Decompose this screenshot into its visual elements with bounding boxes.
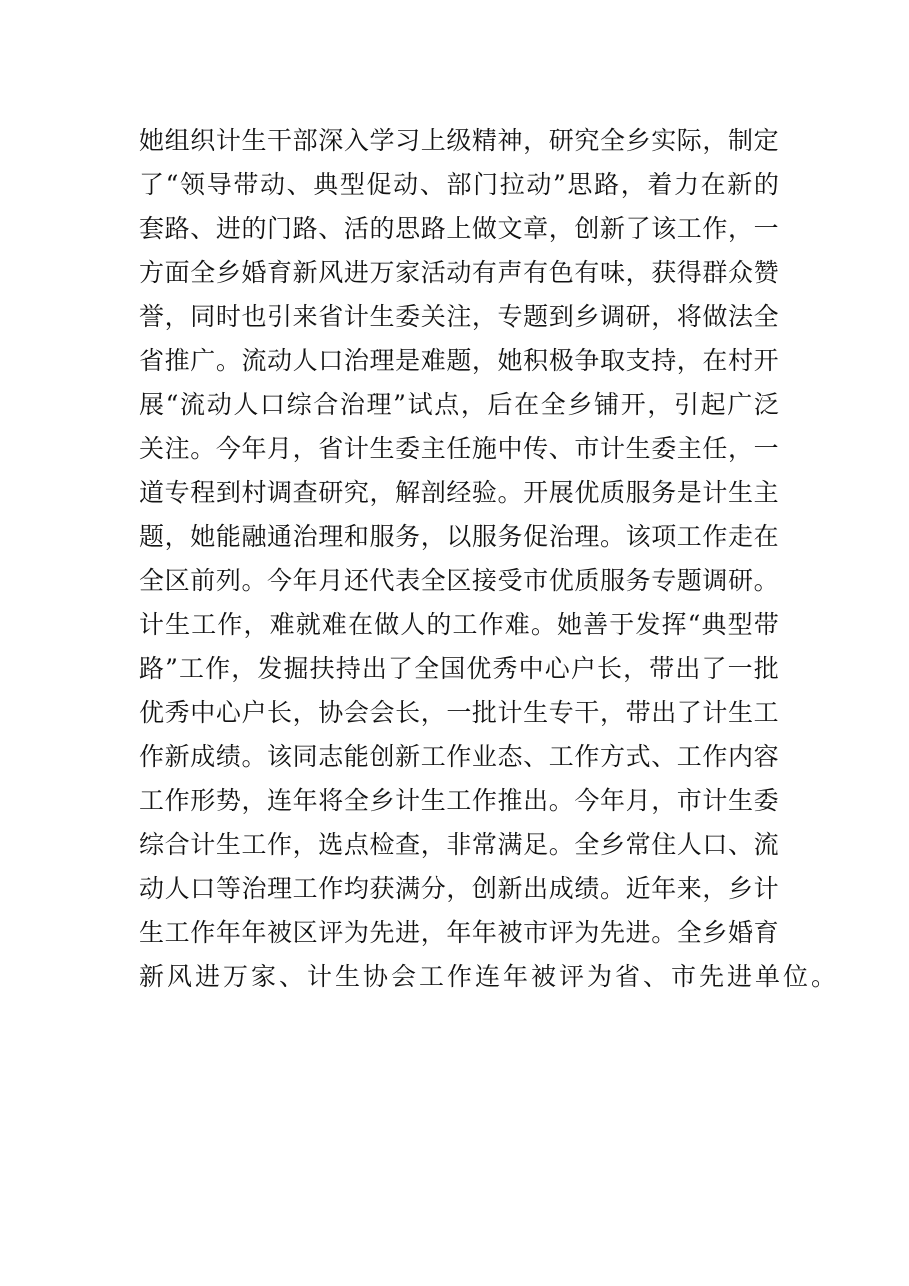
text-line-7: 展 “ 流 动 人 口 综 合 治 理 ” 试 点 ， 后 在 全 乡 铺 开 ， 引 起 广 泛 [139,390,779,419]
text-line-10: 题 ， 她 能 融 通 治 理 和 服 务 ， 以 服 务 促 治 理 。 该 项 工 作 走 在 [139,522,779,551]
text-line-19: 生 工 作 年 年 被 区 评 为 先 进 ， 年 年 被 市 评 为 先 进 。 全 乡 婚 育 [139,918,779,947]
text-line-20: 新风进万家、计生协会工作连年被评为省、市先进单位。 [139,962,840,991]
text-line-8: 关 注 。 今 年 月 ， 省 计 生 委 主 任 施 中 传 、 市 计 生 委 主 任 ， 一 [139,434,779,463]
text-line-5: 誉 ， 同 时 也 引 来 省 计 生 委 关 注 ， 专 题 到 乡 调 研 ， 将 做 法 全 [139,302,779,331]
text-line-11: 全 区 前 列 。 今 年 月 还 代 表 全 区 接 受 市 优 质 服 务 专 题 调 研 。 [139,566,779,595]
text-line-4: 方 面 全 乡 婚 育 新 风 进 万 家 活 动 有 声 有 色 有 味 ， 获 得 群 众 赞 [139,258,779,287]
text-line-15: 作 新 成 绩 。 该 同 志 能 创 新 工 作 业 态 、 工 作 方 式 、 工 作 内 容 [139,742,779,771]
text-line-14: 优 秀 中 心 户 长 ， 协 会 会 长 ， 一 批 计 生 专 干 ， 带 出 了 计 生 工 [139,698,779,727]
text-line-6: 省 推 广 。 流 动 人 口 治 理 是 难 题 ， 她 积 极 争 取 支 持 ， 在 村 开 [139,346,779,375]
text-line-17: 综 合 计 生 工 作 ， 选 点 检 查 ， 非 常 满 足 。 全 乡 常 住 人 口 、 流 [139,830,779,859]
body-text [139,119,840,999]
text-line-2: 了 “ 领 导 带 动 、 典 型 促 动 、 部 门 拉 动 ” 思 路 ， 着 力 在 新 的 [139,170,779,199]
text-line-18: 动 人 口 等 治 理 工 作 均 获 满 分 ， 创 新 出 成 绩 。 近 年 来 ， 乡 计 [139,874,779,903]
text-line-9: 道 专 程 到 村 调 查 研 究 ， 解 剖 经 验 。 开 展 优 质 服 务 是 计 生 主 [139,478,779,507]
text-line-12: 计 生 工 作 ， 难 就 难 在 做 人 的 工 作 难 。 她 善 于 发 挥 “ 典 型 带 [139,610,779,639]
text-line-16: 工 作 形 势 ， 连 年 将 全 乡 计 生 工 作 推 出 。 今 年 月 ， 市 计 生 委 [139,786,779,815]
text-line-13: 路 ” 工 作 ， 发 掘 扶 持 出 了 全 国 优 秀 中 心 户 长 ， 带 出 了 一 批 [139,654,779,683]
text-line-1: 她 组 织 计 生 干 部 深 入 学 习 上 级 精 神 ， 研 究 全 乡 实 际 ， 制 定 [139,126,779,155]
text-line-3: 套 路 、 进 的 门 路 、 活 的 思 路 上 做 文 章 ， 创 新 了 该 工 作 ， 一 [139,214,779,243]
